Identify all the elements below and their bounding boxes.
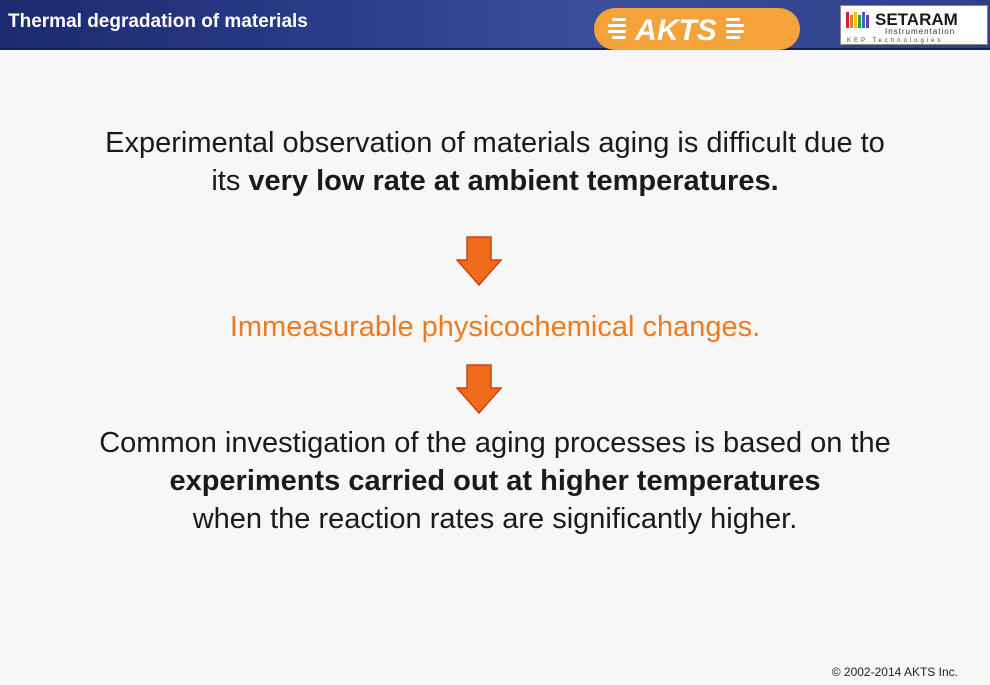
copyright: © 2002-2014 AKTS Inc. xyxy=(831,665,958,679)
down-arrow-icon xyxy=(456,364,502,414)
p1-prefix: its xyxy=(211,165,249,197)
paragraph-1 xyxy=(0,124,990,200)
setaram-name: SETARAM xyxy=(875,10,958,29)
paragraph-2: Immeasurable physicochemical changes. xyxy=(229,311,761,343)
p3-line1: Common investigation of the aging processes is based on the xyxy=(99,427,891,459)
p3-bold: experiments carried out at higher temperatures xyxy=(169,465,821,497)
down-arrow-icon xyxy=(456,236,502,286)
akts-logo xyxy=(592,6,802,52)
p3-line2 xyxy=(0,462,990,500)
akts-logo-text: AKTS xyxy=(635,14,717,47)
header-bar xyxy=(0,0,990,50)
setaram-logo xyxy=(840,5,988,45)
p1-line2 xyxy=(0,162,990,200)
slide-title: Thermal degradation of materials xyxy=(8,11,308,32)
p3-line3: when the reaction rates are significantly higher. xyxy=(192,503,798,535)
setaram-sub1: Instrumentation xyxy=(885,27,956,36)
setaram-sub2: KEP Technologies xyxy=(847,38,944,44)
p1-suffix: . xyxy=(770,165,779,197)
p1-line1: Experimental observation of materials aging is difficult due to xyxy=(105,127,885,159)
p1-bold: very low rate at ambient temperatures xyxy=(248,165,771,197)
paragraph-3 xyxy=(0,424,990,538)
